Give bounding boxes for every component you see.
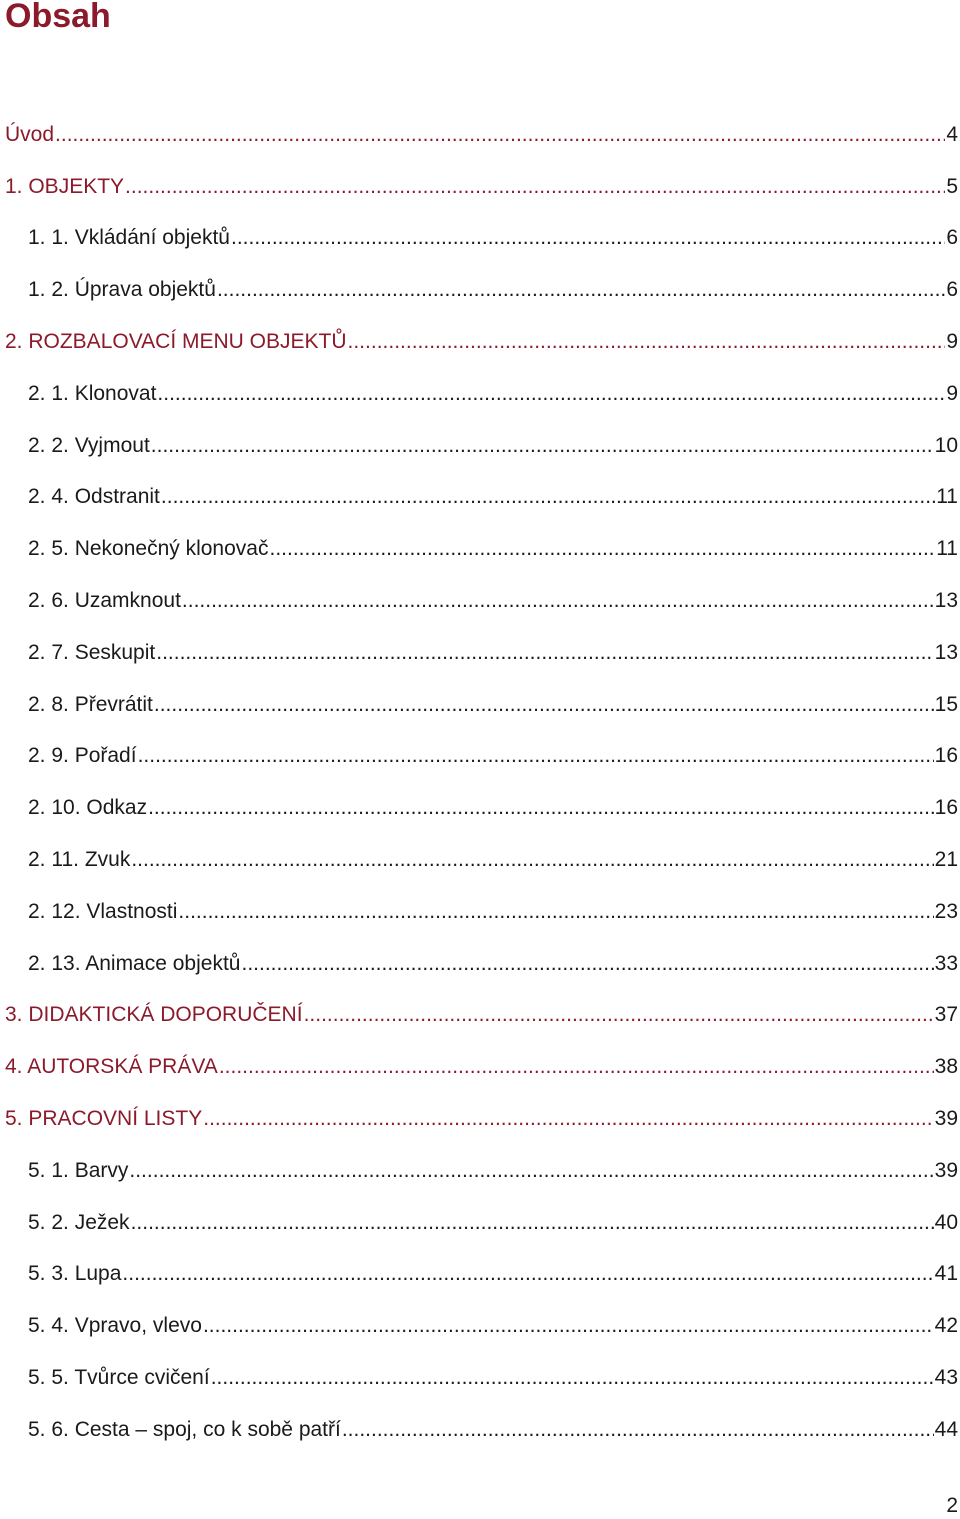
toc-dot-leader <box>157 381 945 407</box>
toc-dot-leader <box>241 951 933 977</box>
toc-dot-leader <box>182 588 934 614</box>
toc-entry[interactable] <box>0 264 960 316</box>
toc-entry[interactable] <box>0 1145 960 1197</box>
toc-dot-leader <box>231 225 945 251</box>
toc-entry-page: 9 <box>946 330 958 354</box>
toc-entry[interactable] <box>0 1093 960 1145</box>
toc-dot-leader <box>55 122 945 148</box>
toc-entry-label: 1. 1. Vkládání objektů <box>28 226 230 250</box>
toc-entry-page: 39 <box>934 1107 958 1131</box>
toc-entry-page: 43 <box>934 1366 958 1390</box>
toc-entry-label: 2. 13. Animace objektů <box>28 951 241 975</box>
toc-entry-label: 1. 2. Úprava objektů <box>28 278 216 302</box>
toc-entry-label: 2. 5. Nekonečný klonovač <box>28 537 269 561</box>
toc-entry-page: 33 <box>934 951 958 975</box>
toc-entry-label: 2. ROZBALOVACÍ MENU OBJEKTŮ <box>5 330 347 354</box>
toc-entry-page: 5 <box>946 174 958 198</box>
toc-entry[interactable] <box>0 731 960 783</box>
toc-dot-leader <box>348 329 946 355</box>
toc-entry[interactable] <box>0 1041 960 1093</box>
toc-entry-label: 5. 3. Lupa <box>28 1262 122 1286</box>
toc-entry-page: 11 <box>936 537 958 561</box>
toc-dot-leader <box>138 743 934 769</box>
toc-entry-page: 13 <box>934 589 958 613</box>
toc-dot-leader <box>304 1002 934 1028</box>
toc-entry[interactable] <box>0 213 960 265</box>
toc-dot-leader <box>211 1365 934 1391</box>
toc-entry[interactable] <box>0 1352 960 1404</box>
toc-entry[interactable] <box>0 886 960 938</box>
toc-entry-label: 5. 6. Cesta – spoj, co k sobě patří <box>28 1417 341 1441</box>
toc-entry[interactable] <box>0 990 960 1042</box>
toc-entry-label: Úvod <box>5 122 55 146</box>
toc-entry[interactable] <box>0 368 960 420</box>
toc-entry-label: 2. 1. Klonovat <box>28 381 157 405</box>
toc-entry-page: 9 <box>946 381 958 405</box>
toc-dot-leader <box>217 277 945 303</box>
toc-entry[interactable] <box>0 1249 960 1301</box>
toc-dot-leader <box>342 1417 934 1443</box>
toc-entry-page: 6 <box>946 278 958 302</box>
toc-entry-label: 2. 9. Pořadí <box>28 744 137 768</box>
toc-entry-label: 5. 1. Barvy <box>28 1158 129 1182</box>
toc-entry[interactable] <box>0 161 960 213</box>
page-number: 2 <box>946 1494 958 1517</box>
toc-entry-page: 42 <box>934 1314 958 1338</box>
toc-entry[interactable] <box>0 938 960 990</box>
toc-dot-leader <box>219 1054 934 1080</box>
toc-dot-leader <box>151 433 934 459</box>
toc-entry-label: 5. 2. Ježek <box>28 1210 130 1234</box>
page-title: Obsah <box>5 0 111 35</box>
toc-entry-label: 5. PRACOVNÍ LISTY <box>5 1107 203 1131</box>
toc-entry[interactable] <box>0 1197 960 1249</box>
toc-entry-page: 10 <box>934 433 958 457</box>
toc-entry[interactable] <box>0 1300 960 1352</box>
toc-entry-page: 23 <box>934 899 958 923</box>
toc-entry-label: 1. OBJEKTY <box>5 174 125 198</box>
toc-entry-label: 2. 7. Seskupit <box>28 640 156 664</box>
toc-entry[interactable] <box>0 834 960 886</box>
toc-entry-label: 2. 6. Uzamknout <box>28 589 181 613</box>
toc-entry-label: 4. AUTORSKÁ PRÁVA <box>5 1055 218 1079</box>
toc-dot-leader <box>203 1313 934 1339</box>
toc-entry-page: 4 <box>946 122 958 146</box>
toc-entry-page: 6 <box>946 226 958 250</box>
toc-entry-page: 21 <box>934 848 958 872</box>
toc-entry-label: 2. 2. Vyjmout <box>28 433 150 457</box>
toc-entry-label: 2. 8. Převrátit <box>28 692 153 716</box>
toc-entry-page: 11 <box>936 485 958 509</box>
toc-entry-label: 3. DIDAKTICKÁ DOPORUČENÍ <box>5 1003 303 1027</box>
toc-entry-label: 2. 4. Odstranit <box>28 485 160 509</box>
toc-entry[interactable] <box>0 627 960 679</box>
toc-entry[interactable] <box>0 679 960 731</box>
toc-entry-page: 40 <box>934 1210 958 1234</box>
toc-dot-leader <box>148 795 934 821</box>
table-of-contents <box>0 109 960 1456</box>
toc-dot-leader <box>125 174 945 200</box>
toc-entry[interactable] <box>0 316 960 368</box>
toc-dot-leader <box>131 1210 934 1236</box>
toc-entry-page: 38 <box>934 1055 958 1079</box>
toc-dot-leader <box>131 847 933 873</box>
toc-entry[interactable] <box>0 1404 960 1456</box>
toc-dot-leader <box>129 1158 933 1184</box>
toc-entry-page: 41 <box>934 1262 958 1286</box>
toc-entry-page: 15 <box>934 692 958 716</box>
toc-entry-label: 5. 5. Tvůrce cvičení <box>28 1366 210 1390</box>
toc-entry[interactable] <box>0 109 960 161</box>
toc-entry-page: 16 <box>934 796 958 820</box>
toc-entry-label: 2. 10. Odkaz <box>28 796 148 820</box>
toc-entry-page: 13 <box>934 640 958 664</box>
toc-dot-leader <box>122 1261 933 1287</box>
toc-entry[interactable] <box>0 472 960 524</box>
toc-entry[interactable] <box>0 782 960 834</box>
toc-dot-leader <box>161 484 935 510</box>
toc-entry-page: 37 <box>934 1003 958 1027</box>
toc-dot-leader <box>178 899 933 925</box>
toc-entry-label: 2. 12. Vlastnosti <box>28 899 178 923</box>
toc-dot-leader <box>154 692 934 718</box>
toc-entry-label: 5. 4. Vpravo, vlevo <box>28 1314 202 1338</box>
toc-entry-page: 16 <box>934 744 958 768</box>
toc-entry-label: 2. 11. Zvuk <box>28 848 131 872</box>
toc-entry-page: 44 <box>934 1417 958 1441</box>
toc-dot-leader <box>203 1106 933 1132</box>
toc-entry[interactable] <box>0 575 960 627</box>
toc-entry[interactable] <box>0 523 960 575</box>
toc-dot-leader <box>156 640 933 666</box>
toc-entry-page: 39 <box>934 1158 958 1182</box>
toc-dot-leader <box>269 536 935 562</box>
toc-entry[interactable] <box>0 420 960 472</box>
